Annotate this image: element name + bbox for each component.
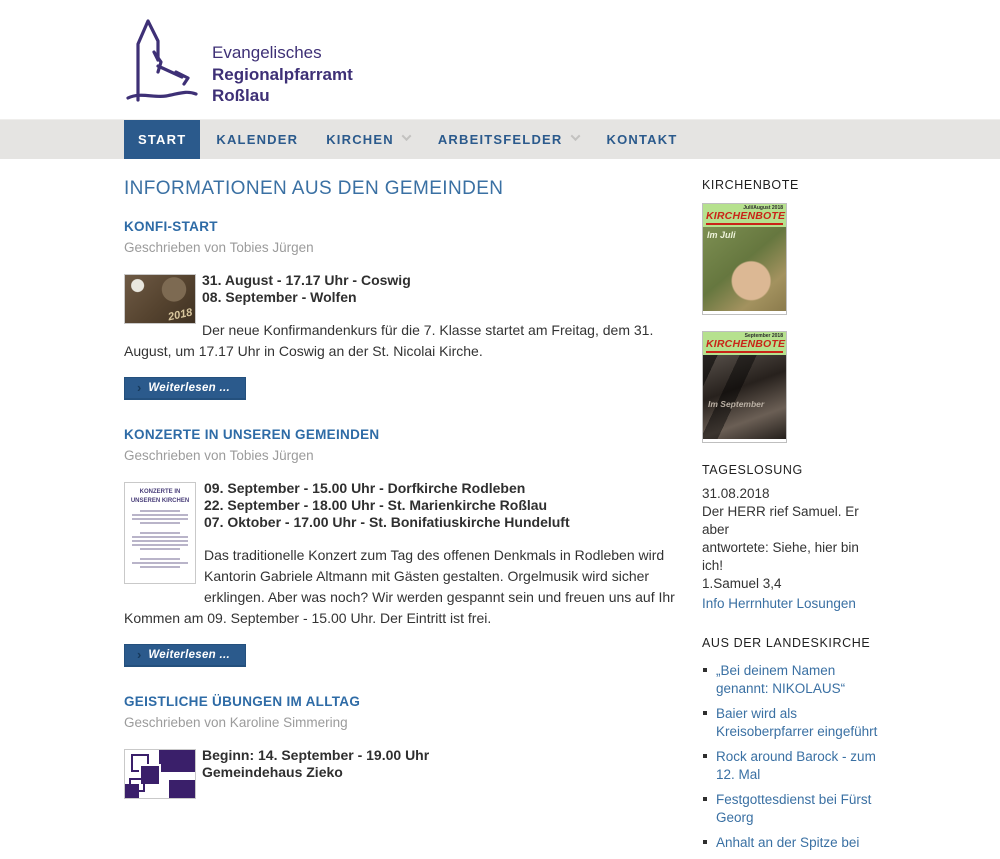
article-content (124, 480, 684, 667)
magazine-masthead (703, 332, 786, 355)
thumbnail-caption: 2018 (166, 306, 193, 324)
brand-line3: Roßlau (212, 86, 270, 106)
tageslosung-date: 31.08.2018 (702, 486, 770, 501)
bullet-square-icon (703, 840, 707, 844)
read-more-button[interactable] (124, 644, 246, 667)
cover-caption: Im Juli (707, 230, 736, 240)
list-item (702, 834, 880, 852)
landeskirche-link[interactable]: Festgottesdienst bei Fürst Georg (716, 792, 872, 825)
article-konfi-start (124, 219, 684, 400)
cover-photo (703, 227, 786, 311)
kirchenbote-cover-september[interactable] (702, 331, 787, 443)
nav-item-kontakt[interactable]: KONTAKT (606, 132, 678, 147)
read-more-arrow-icon: › (137, 380, 142, 395)
page-title: INFORMATIONEN AUS DEN GEMEINDEN (124, 178, 504, 199)
brand-wordmark (212, 42, 353, 107)
magazine-masthead (703, 204, 786, 227)
nav-item-arbeitsfelder-label: ARBEITSFELDER (437, 132, 563, 147)
tageslosung-verse: antwortete: Siehe, hier bin ich! (702, 540, 859, 573)
landeskirche-heading: AUS DER LANDESKIRCHE (702, 636, 871, 650)
event-line: Gemeindehaus Zieko (202, 764, 343, 780)
nav-item-kalender[interactable]: KALENDER (216, 132, 299, 147)
article-thumbnail[interactable] (124, 482, 196, 584)
bullet-square-icon (703, 797, 707, 801)
issue-date: Juli/August 2018 (743, 205, 783, 211)
nav-item-kirchen[interactable] (312, 120, 424, 159)
main-navigation-bar (0, 119, 1000, 159)
flyer-title: KONZERTE IN UNSEREN KIRCHEN (130, 489, 190, 504)
herrnhuter-losungen-link[interactable]: Info Herrnhuter Losungen (702, 596, 856, 611)
article-byline: Geschrieben von Tobies Jürgen (124, 448, 314, 463)
church-logo-icon (124, 14, 202, 106)
read-more-button[interactable] (124, 377, 246, 400)
event-line: 09. September - 15.00 Uhr - Dorfkirche Rodleben (204, 480, 526, 496)
masthead-title: KIRCHENBOTE (706, 338, 786, 350)
cover-photo (703, 355, 786, 439)
article-body: Das traditionelle Konzert zum Tag des offenen Denkmals in Rodleben wird Kantorin Gabriele Altmann mit Gästen gestalten. Orgelmusik wird sicher erklingen. Aber was noch? Wir werden gespannt sein und freuen uns auf Ihr Kommen am 09. September - 15.00 Uhr. Der Eintritt ist frei. (124, 547, 675, 626)
event-line: 31. August - 17.17 Uhr - Coswig (202, 272, 411, 288)
cover-caption: Im September (708, 399, 765, 409)
event-line: 08. September - Wolfen (202, 289, 357, 305)
landeskirche-link[interactable]: Rock around Barock - zum 12. Mal (716, 749, 876, 782)
event-line: Beginn: 14. September - 19.00 Uhr (202, 747, 430, 763)
article-title[interactable]: KONZERTE IN UNSEREN GEMEINDEN (124, 427, 380, 442)
tageslosung-verse: Der HERR rief Samuel. Er aber (702, 504, 859, 537)
read-more-arrow-icon: › (137, 647, 142, 662)
chevron-down-icon (401, 131, 411, 141)
article-byline: Geschrieben von Tobies Jürgen (124, 240, 314, 255)
list-item (702, 791, 880, 827)
tageslosung-section (702, 463, 880, 613)
event-line: 07. Oktober - 17.00 Uhr - St. Bonifatiuskirche Hundeluft (204, 514, 570, 530)
article-konzerte (124, 427, 684, 667)
list-item (702, 662, 880, 698)
chevron-down-icon (570, 131, 580, 141)
issue-date: September 2018 (744, 333, 783, 339)
landeskirche-section (702, 636, 880, 852)
tageslosung-heading: TAGESLOSUNG (702, 463, 803, 477)
bullet-square-icon (703, 668, 707, 672)
site-logo[interactable] (0, 0, 1000, 107)
main-navigation (124, 120, 1000, 159)
brand-line1: Evangelisches (212, 43, 322, 62)
landeskirche-link[interactable]: „Bei deinem Namen genannt: NIKOLAUS“ (716, 663, 846, 696)
masthead-title: KIRCHENBOTE (706, 210, 786, 222)
read-more-label: Weiterlesen ... (148, 382, 230, 394)
landeskirche-link[interactable]: Anhalt an der Spitze bei (716, 835, 860, 850)
article-geistliche-uebungen (124, 694, 684, 805)
nav-item-arbeitsfelder[interactable] (424, 120, 593, 159)
article-body: Der neue Konfirmandenkurs für die 7. Klasse startet am Freitag, dem 31. August, um 17.17 Uhr in Coswig an der St. Nicolai Kirche. (124, 322, 654, 359)
brand-line2: Regionalpfarramt (212, 64, 353, 84)
event-line: 22. September - 18.00 Uhr - St. Marienkirche Roßlau (204, 497, 548, 513)
site-header (0, 0, 1000, 119)
article-content (124, 272, 684, 400)
bullet-square-icon (703, 711, 707, 715)
landeskirche-list (702, 662, 880, 852)
content-area (0, 159, 880, 859)
nav-item-start[interactable]: START (124, 120, 200, 159)
tageslosung-reference: 1.Samuel 3,4 (702, 576, 782, 591)
list-item (702, 705, 880, 741)
nav-item-kirchen-label: KIRCHEN (326, 132, 394, 147)
bullet-square-icon (703, 754, 707, 758)
article-byline: Geschrieben von Karoline Simmering (124, 715, 348, 730)
article-thumbnail[interactable] (124, 749, 196, 799)
main-column (124, 178, 684, 859)
kirchenbote-heading: KIRCHENBOTE (702, 178, 799, 192)
article-title[interactable]: KONFI-START (124, 219, 218, 234)
kirchenbote-cover-juli[interactable] (702, 203, 787, 315)
article-title[interactable]: GEISTLICHE ÜBUNGEN IM ALLTAG (124, 694, 361, 709)
article-thumbnail[interactable] (124, 274, 196, 324)
landeskirche-link[interactable]: Baier wird als Kreisoberpfarrer eingeführt (716, 706, 878, 739)
read-more-label: Weiterlesen ... (148, 649, 230, 661)
article-content (124, 747, 684, 805)
list-item (702, 748, 880, 784)
sidebar (702, 178, 880, 859)
